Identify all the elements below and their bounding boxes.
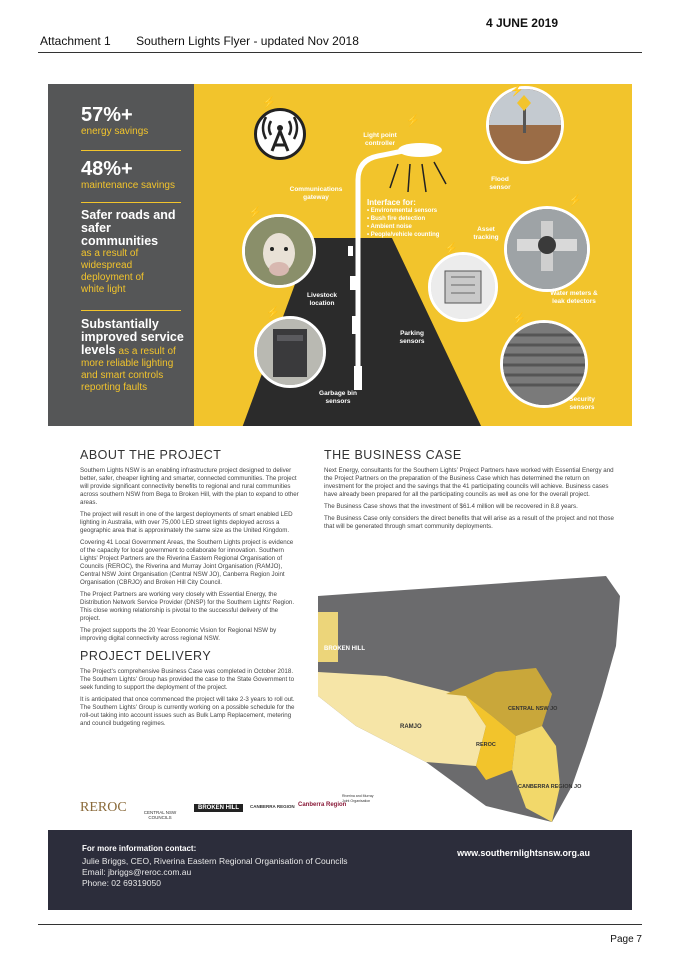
cow-icon xyxy=(245,217,313,285)
about-heading: ABOUT THE PROJECT xyxy=(80,448,222,462)
sensor-device-icon xyxy=(431,255,495,319)
map-label-reroc: REROC xyxy=(476,742,496,748)
water-meter-photo xyxy=(504,206,590,292)
document-title: Southern Lights Flyer - updated Nov 2018 xyxy=(136,34,359,48)
header-rule xyxy=(38,52,642,53)
flood-photo xyxy=(486,86,564,164)
business-case-heading: THE BUSINESS CASE xyxy=(324,448,462,462)
page-number: Page 7 xyxy=(610,934,642,945)
stats-column xyxy=(48,84,194,426)
footer-rule xyxy=(38,924,642,925)
stat-safer-line: white light xyxy=(81,284,126,295)
interface-item: • People/vehicle counting xyxy=(367,232,440,238)
cbrjo-logo: CANBERRA REGION xyxy=(250,804,295,809)
stat-energy xyxy=(81,104,148,138)
stat-improved-line: and smart controls xyxy=(81,370,164,381)
delivery-paragraph: The Project's comprehensive Business Case was completed in October 2018. The Southern Lights' Group has provided the case to the State Government to seek funding to support the deployment of the project. xyxy=(80,668,295,691)
interface-item: • Environmental sensors xyxy=(367,208,438,214)
broken-hill-region xyxy=(318,612,338,662)
stat-improved-heading: levels xyxy=(81,343,116,357)
lightning-icon: ⚡ xyxy=(406,115,420,127)
flyer xyxy=(48,84,632,888)
about-paragraph: The Project Partners are working very closely with Essential Energy, the Distribution Network Service Provider (DNSP) for the Southern Lights' Region. This close working relationship is pivotal to the successful delivery of the project. xyxy=(80,591,295,622)
map-label-canberra: CANBERRA REGION JO xyxy=(518,784,582,790)
stat-maintenance-label: maintenance savings xyxy=(81,180,175,191)
antenna-icon xyxy=(257,111,303,157)
livestock-photo xyxy=(242,214,316,288)
hero-panel xyxy=(48,84,632,426)
stat-improved-line: reporting faults xyxy=(81,382,148,393)
header-date: 4 JUNE 2019 xyxy=(485,16,558,30)
parking-sensors-label: Parking sensors xyxy=(399,330,425,345)
lightning-icon: ⚡ xyxy=(248,207,262,219)
stat-improved-heading: improved service xyxy=(81,330,184,344)
livestock-label: Livestock location xyxy=(307,292,337,307)
security-sensors-label: Security sensors xyxy=(569,396,595,411)
business-paragraph: The Business Case only considers the direct benefits that will arise as a result of the project and not those that will be generated through smart community deployments. xyxy=(324,515,614,530)
canberra-region-logo: Canberra Region xyxy=(298,802,347,808)
lightning-icon: ⚡ xyxy=(510,85,524,97)
stat-improved xyxy=(81,318,193,394)
interface-item: • Ambient noise xyxy=(367,224,412,230)
stat-divider xyxy=(81,202,181,203)
lightning-icon: ⚡ xyxy=(568,195,582,207)
interface-item: • Bush fire detection xyxy=(367,216,426,222)
stat-safer-line: deployment of xyxy=(81,272,144,283)
contact-email[interactable]: Email: jbriggs@reroc.com.au xyxy=(82,867,192,877)
lightning-icon: ⚡ xyxy=(266,307,280,319)
stat-energy-value: 57%+ xyxy=(81,104,133,126)
about-paragraph: Covering 41 Local Government Areas, the Southern Lights project is evidence of the capacity for local government to collaborate for innovation. Southern Lights' Project Partners are the Riverina Eastern Regional Organisation of Councils (REROC), the Riverina and Murray Joint Organisation (RAMJO), Central NSW Joint Organisation (Central NSW JO), Canberra Region Joint Organisation (CBRJO) and Broken Hill City Council. xyxy=(80,539,294,586)
contact-phone: Phone: 02 69319050 xyxy=(82,878,161,888)
stat-safer-heading: Safer roads and safer communities xyxy=(81,208,176,248)
interface-title: Interface for: xyxy=(367,198,416,207)
pipe-icon xyxy=(507,209,587,289)
ramjo-logo: Riverina and Murray Joint Organisation xyxy=(342,794,374,803)
map-label-ramjo: RAMJO xyxy=(400,724,422,730)
nsw-region-map xyxy=(316,576,632,826)
light-point-label: Light point controller xyxy=(363,132,397,147)
business-paragraph: The Business Case shows that the investment of $61.4 million will be recovered in 8.8 years. xyxy=(324,503,578,510)
header-line xyxy=(40,34,359,48)
partner-logos xyxy=(80,792,380,828)
contact-footer xyxy=(48,830,632,910)
security-photo xyxy=(500,320,588,408)
stat-safer xyxy=(81,209,185,296)
garbage-bin-photo xyxy=(254,316,326,388)
website-link[interactable]: www.southernlightsnsw.org.au xyxy=(457,848,590,858)
right-column xyxy=(324,448,614,535)
stat-energy-label: energy savings xyxy=(81,126,149,137)
shutter-icon xyxy=(503,323,585,405)
stat-safer-line: widespread xyxy=(81,260,133,271)
stat-improved-tail: as a result of xyxy=(118,346,176,357)
stat-safer-line: as a result of xyxy=(81,248,139,259)
lightning-icon: ⚡ xyxy=(512,313,526,325)
garbage-bin-label: Garbage bin sensors xyxy=(319,390,357,405)
about-paragraph: The project supports the 20 Year Economic Vision for Regional NSW by improving digital connectivity across regional NSW. xyxy=(80,627,277,642)
comms-gateway-label: Communications gateway xyxy=(289,186,343,201)
about-paragraph: Southern Lights NSW is an enabling infrastructure project designed to deliver better, safer, cheaper lighting and smarter, connected communities. The project will provide significant connectivity benefits to regional and rural communities across southern NSW from Bega to Broken Hill, with the plan to expand to other areas. xyxy=(80,467,299,506)
flood-sign-icon xyxy=(489,89,561,161)
lightning-icon: ⚡ xyxy=(262,97,276,109)
left-column xyxy=(80,448,300,732)
contact-name: Julie Briggs, CEO, Riverina Eastern Regional Organisation of Councils xyxy=(82,856,348,866)
stat-divider xyxy=(81,310,181,311)
delivery-heading: PROJECT DELIVERY xyxy=(80,649,212,663)
broken-hill-logo: BROKEN HILL xyxy=(194,804,243,812)
map-label-central: CENTRAL NSW JO xyxy=(508,706,558,712)
interface-box xyxy=(367,198,439,239)
about-paragraph: The project will result in one of the largest deployments of smart enabled LED lighting in Australia, with over 75,000 LED street lights deployed across a geographic area that is approximately the same size as the United Kingdom. xyxy=(80,511,293,534)
stat-maintenance-value: 48%+ xyxy=(81,158,133,180)
parking-sensor-photo xyxy=(428,252,498,322)
stat-divider xyxy=(81,150,181,151)
stat-maintenance xyxy=(81,158,175,192)
stat-improved-heading: Substantially xyxy=(81,317,159,331)
contact-title: For more information contact: xyxy=(82,844,197,853)
stat-improved-line: more reliable lighting xyxy=(81,358,174,369)
business-paragraph: Next Energy, consultants for the Southern Lights' Project Partners have worked with Essential Energy and the Project Partners on the preparation of the Business Case which has determined the return on investment for the project and the savings that the 41 participating councils will achieve. Business cases have already been prepared for all the participating councils as well as one for the overall project. xyxy=(324,467,614,498)
lightning-icon: ⚡ xyxy=(444,243,458,255)
asset-tracking-label: Asset tracking xyxy=(473,226,499,241)
comms-gateway-circle xyxy=(254,108,306,160)
delivery-paragraph: It is anticipated that once commenced the project will take 2-3 years to roll out. The Southern Lights' Group is currently working on a possible schedule for the roll-out taking into account issues such as Bulk Lamp Replacement, metering and council budgeting regimes. xyxy=(80,696,295,727)
central-nsw-logo: CENTRAL NSW COUNCILS xyxy=(143,810,177,820)
water-meters-label: Water meters & leak detectors xyxy=(550,290,598,305)
reroc-logo: REROC xyxy=(80,800,127,815)
flood-sensor-label: Flood sensor xyxy=(489,176,511,191)
map-label-broken-hill: BROKEN HILL xyxy=(324,646,365,652)
attachment-label: Attachment 1 xyxy=(40,34,111,48)
bin-icon xyxy=(257,319,323,385)
